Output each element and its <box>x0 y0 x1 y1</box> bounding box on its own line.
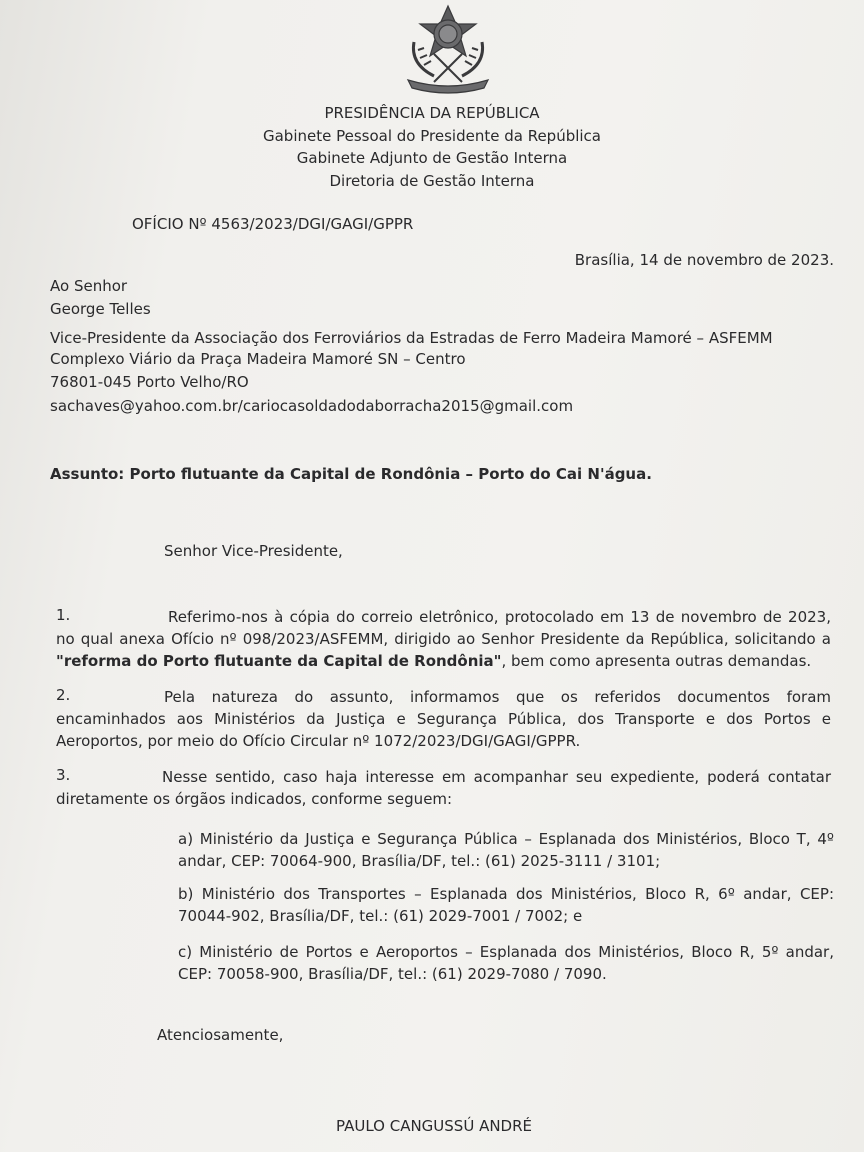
document-date: Brasília, 14 de novembro de 2023. <box>574 251 834 269</box>
paragraph-1 <box>56 606 831 672</box>
paragraph-number: 1. <box>56 606 71 624</box>
paragraph-3: Nesse sentido, caso haja interesse em acompanhar seu expediente, poderá contatar diretamente os órgãos indicados, conforme seguem: <box>56 768 831 808</box>
recipient-name: George Telles <box>50 300 151 318</box>
paragraph-1-quote: "reforma do Porto flutuante da Capital de Rondônia" <box>56 652 502 670</box>
recipient-city: 76801-045 Porto Velho/RO <box>50 373 249 391</box>
org-name-presidency: PRESIDÊNCIA DA REPÚBLICA <box>324 104 540 122</box>
contact-item-ports: c) Ministério de Portos e Aeroportos – Esplanada dos Ministérios, Bloco R, 5º andar, CEP: 70058-900, Brasília/DF, tel.: (61) 2029-7080 / 7090. <box>178 943 834 983</box>
subject-line: Assunto: Porto flutuante da Capital de Rondônia – Porto do Cai N'água. <box>50 465 652 483</box>
greeting: Senhor Vice-Presidente, <box>164 542 343 560</box>
contact-item-transport: b) Ministério dos Transportes – Esplanada dos Ministérios, Bloco R, 6º andar, CEP: 70044-902, Brasília/DF, tel.: (61) 2029-7001 / 7002; e <box>178 885 834 925</box>
org-name-directorate: Diretoria de Gestão Interna <box>329 172 535 190</box>
paragraph-2: Pela natureza do assunto, informamos que os referidos documentos foram encaminhados aos Ministérios da Justiça e Segurança Pública, dos Transporte e dos Portos e Aeroportos, por meio do Ofício Circular nº 1072/2023/DGI/GAGI/GPPR. <box>56 688 831 750</box>
closing: Atenciosamente, <box>157 1026 284 1044</box>
paragraph-1-text-a: Referimo-nos à cópia do correio eletrônico, protocolado em 13 de novembro de 2023, no qual anexa Ofício nº 098/2023/ASFEMM, dirigido ao Senhor Presidente da República, solicitando a <box>56 608 831 648</box>
recipient-role: Vice-Presidente da Associação dos Ferroviários da Estradas de Ferro Madeira Mamoré – ASFEMM <box>50 329 773 347</box>
recipient-address: Complexo Viário da Praça Madeira Mamoré SN – Centro <box>50 350 466 368</box>
paragraph-number: 2. <box>56 686 71 704</box>
paragraph-1-text-b: , bem como apresenta outras demandas. <box>501 652 812 670</box>
document-reference: OFÍCIO Nº 4563/2023/DGI/GAGI/GPPR <box>132 215 414 233</box>
org-name-cabinet: Gabinete Pessoal do Presidente da República <box>262 127 601 145</box>
recipient-salutation: Ao Senhor <box>50 277 128 295</box>
contact-item-justice: a) Ministério da Justiça e Segurança Pública – Esplanada dos Ministérios, Bloco T, 4º andar, CEP: 70064-900, Brasília/DF, tel.: (61) 2025-3111 / 3101; <box>178 830 834 870</box>
coat-of-arms-brazil-icon <box>400 2 496 94</box>
paragraph-number: 3. <box>56 766 71 784</box>
signatory-name: PAULO CANGUSSÚ ANDRÉ <box>336 1117 533 1135</box>
org-name-adjunct: Gabinete Adjunto de Gestão Interna <box>296 149 568 167</box>
recipient-email: sachaves@yahoo.com.br/cariocasoldadodaborracha2015@gmail.com <box>50 397 574 415</box>
